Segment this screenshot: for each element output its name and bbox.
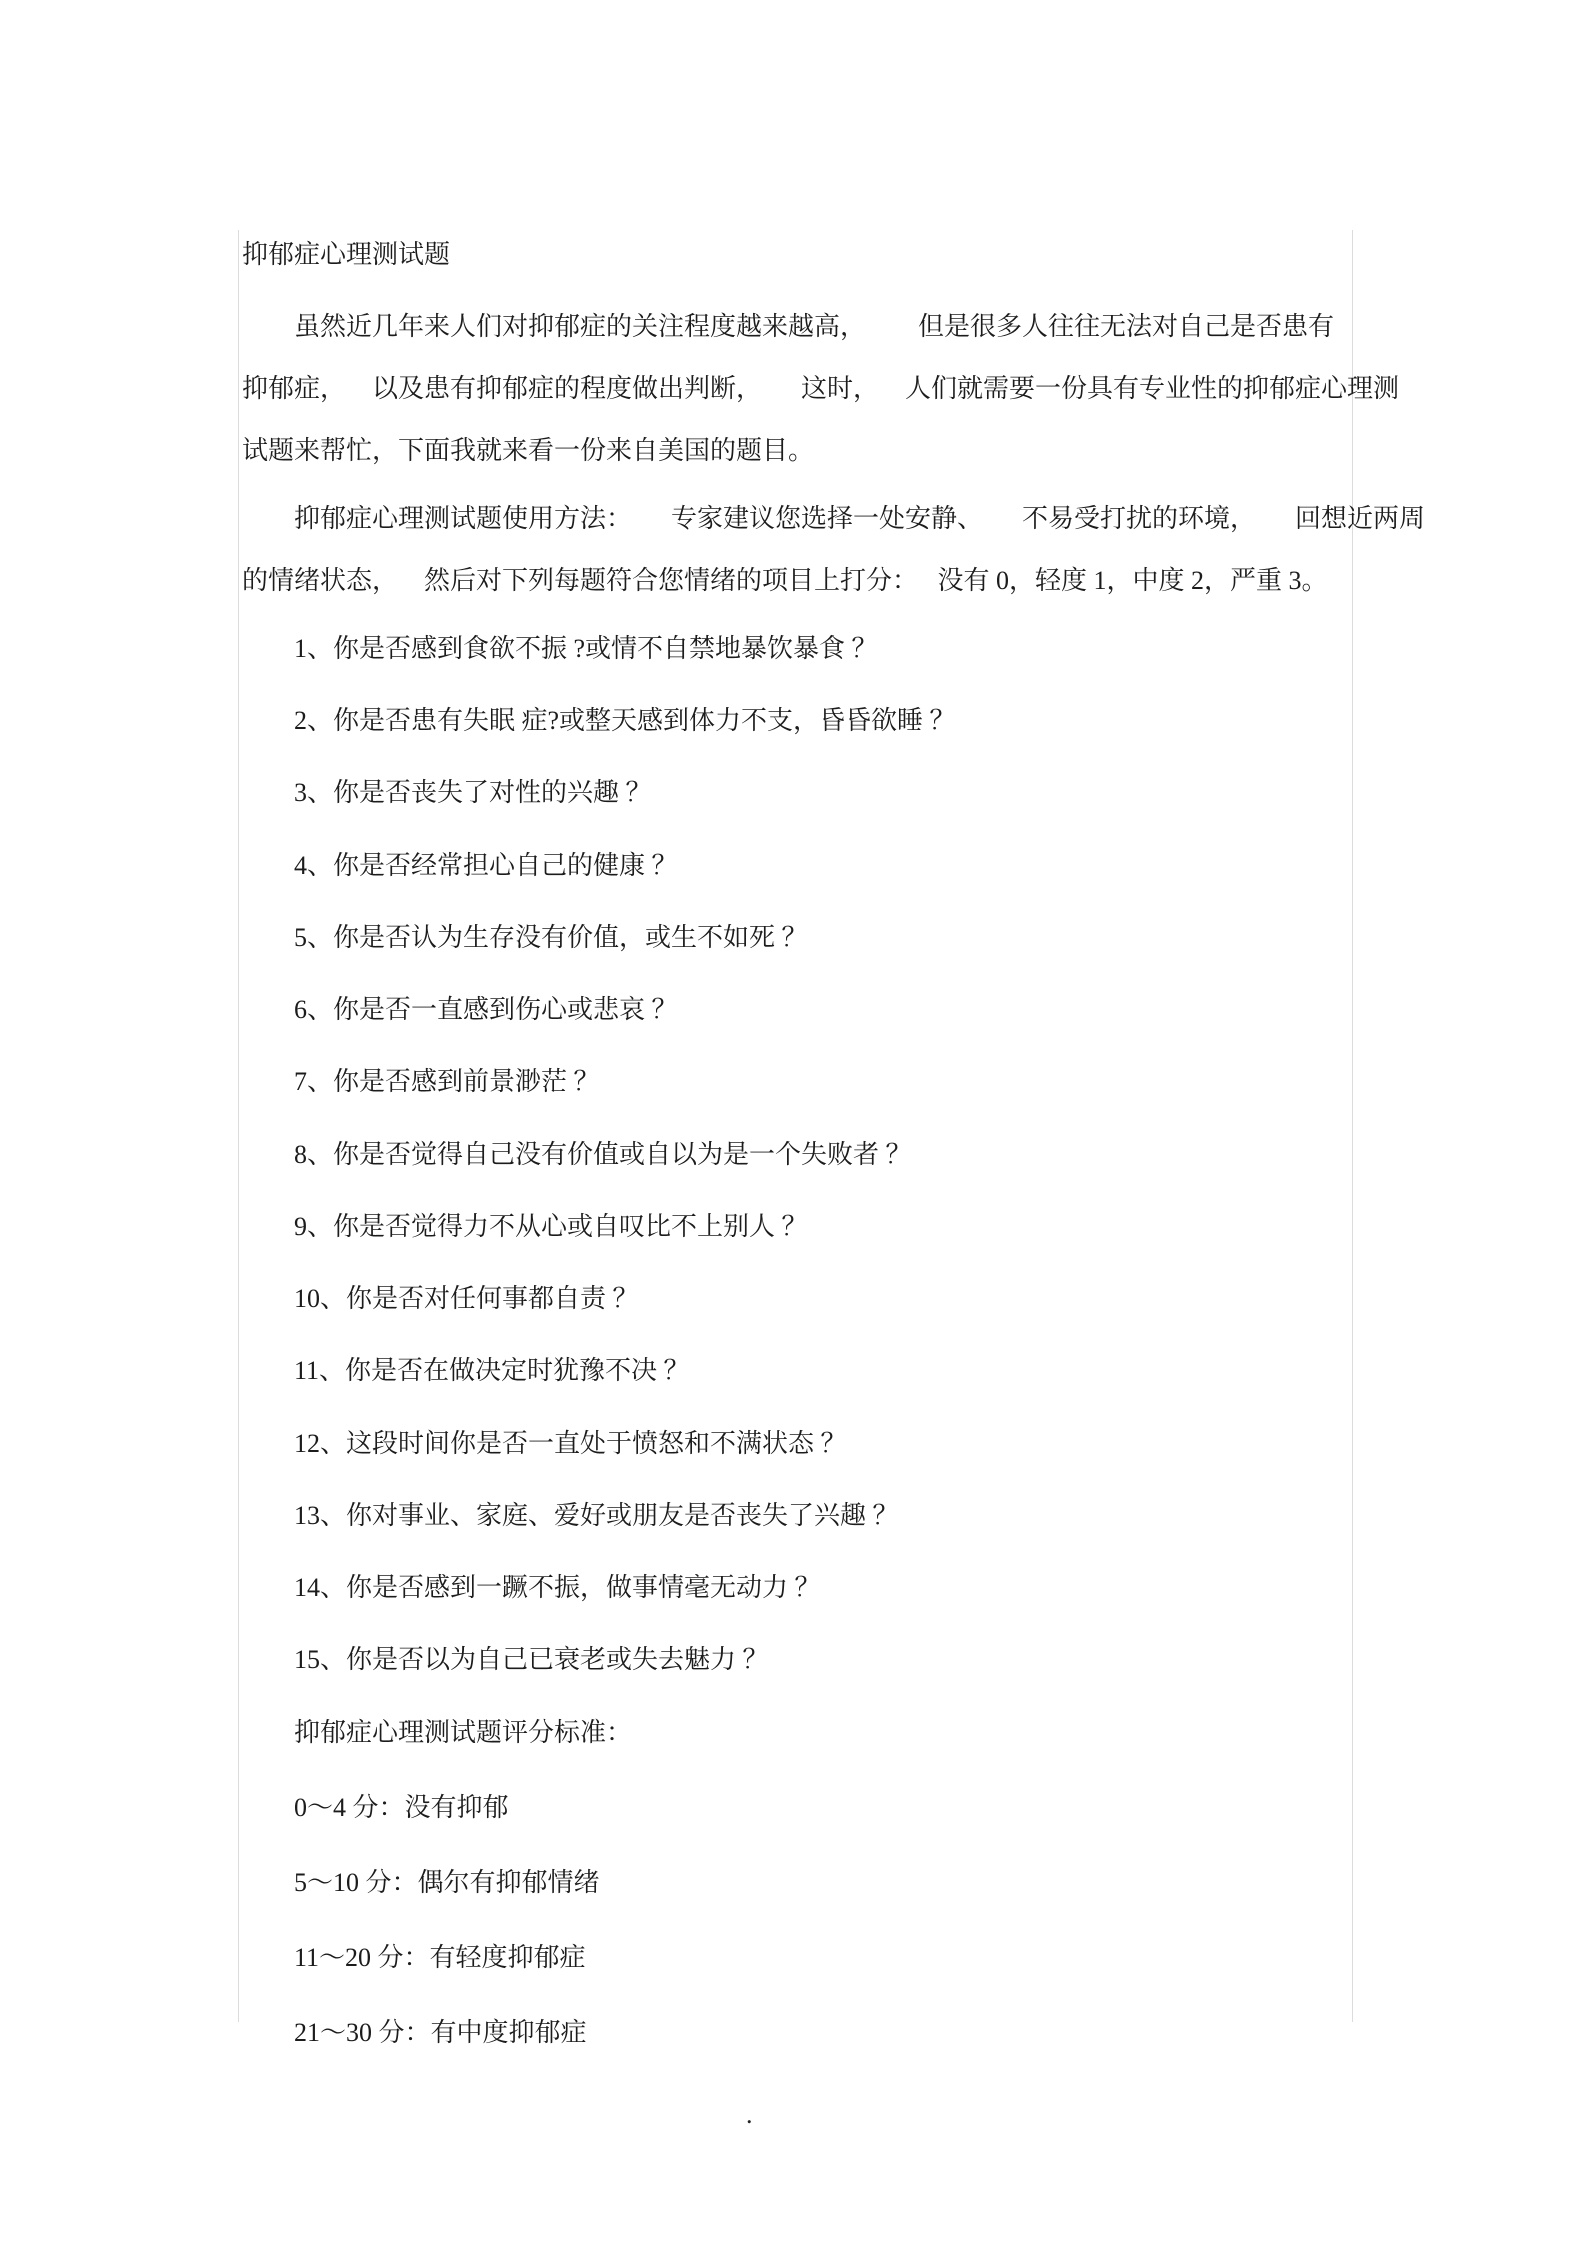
question-item-3: 3、你是否丧失了对性的兴趣 ？	[294, 778, 652, 807]
question-item-4: 4、你是否经常担心自己的健康 ？	[294, 851, 678, 880]
question-item-15: 15、你是否以为自己已衰老或失去魅力 ？	[294, 1645, 769, 1674]
question-item-10: 10、你是否对任何事都自责 ？	[294, 1284, 639, 1313]
scoring-line-3: 11～20 分：有轻度抑郁症	[294, 1943, 586, 1972]
usage-line-1: 抑郁症心理测试题使用方法： 专家建议您选择一处安静、 不易受打扰的环境， 回想近两周	[294, 504, 1426, 533]
question-item-2: 2、你是否患有失眠 症?或整天感到体力不支，昏昏欲睡 ？	[294, 706, 956, 735]
question-item-9: 9、你是否觉得力不从心或自叹比不上别人 ？	[294, 1212, 808, 1241]
scoring-line-2: 5～10 分：偶尔有抑郁情绪	[294, 1868, 600, 1897]
intro-line-3: 试题来帮忙，下面我就来看一份来自美国的题目。	[242, 436, 815, 465]
page-footer-dot: .	[746, 2100, 753, 2129]
table-cell-border-right	[1352, 230, 1353, 2022]
scoring-line-1: 0～4 分：没有抑郁	[294, 1793, 509, 1822]
question-item-8: 8、你是否觉得自己没有价值或自以为是一个失败者 ？	[294, 1140, 912, 1169]
question-item-13: 13、你对事业、家庭、爱好或朋友是否丧失了兴趣 ？	[294, 1501, 899, 1530]
intro-line-1: 虽然近几年来人们对抑郁症的关注程度越来越高， 但是很多人往往无法对自己是否患有	[294, 312, 1335, 341]
document-title: 抑郁症心理测试题	[242, 240, 451, 269]
intro-line-2: 抑郁症， 以及患有抑郁症的程度做出判断， 这时， 人们就需要一份具有专业性的抑郁症心理测	[242, 374, 1400, 403]
scoring-title: 抑郁症心理测试题评分标准：	[294, 1718, 633, 1747]
table-cell-border-left	[238, 230, 239, 2022]
question-item-12: 12、这段时间你是否一直处于愤怒和不满状态 ？	[294, 1429, 847, 1458]
question-item-6: 6、你是否一直感到伤心或悲哀 ？	[294, 995, 678, 1024]
question-item-7: 7、你是否感到前景渺茫 ？	[294, 1067, 600, 1096]
question-item-5: 5、你是否认为生存没有价值，或生不如死 ？	[294, 923, 808, 952]
question-item-11: 11、你是否在做决定时犹豫不决 ？	[294, 1356, 690, 1385]
scoring-line-4: 21～30 分：有中度抑郁症	[294, 2018, 587, 2047]
usage-line-2: 的情绪状态， 然后对下列每题符合您情绪的项目上打分： 没有 0，轻度 1，中度 2，严重 3。	[242, 566, 1328, 595]
question-item-1: 1、你是否感到食欲不振 ?或情不自禁地暴饮暴食 ？	[294, 634, 878, 663]
question-item-14: 14、你是否感到一蹶不振，做事情毫无动力 ？	[294, 1573, 821, 1602]
